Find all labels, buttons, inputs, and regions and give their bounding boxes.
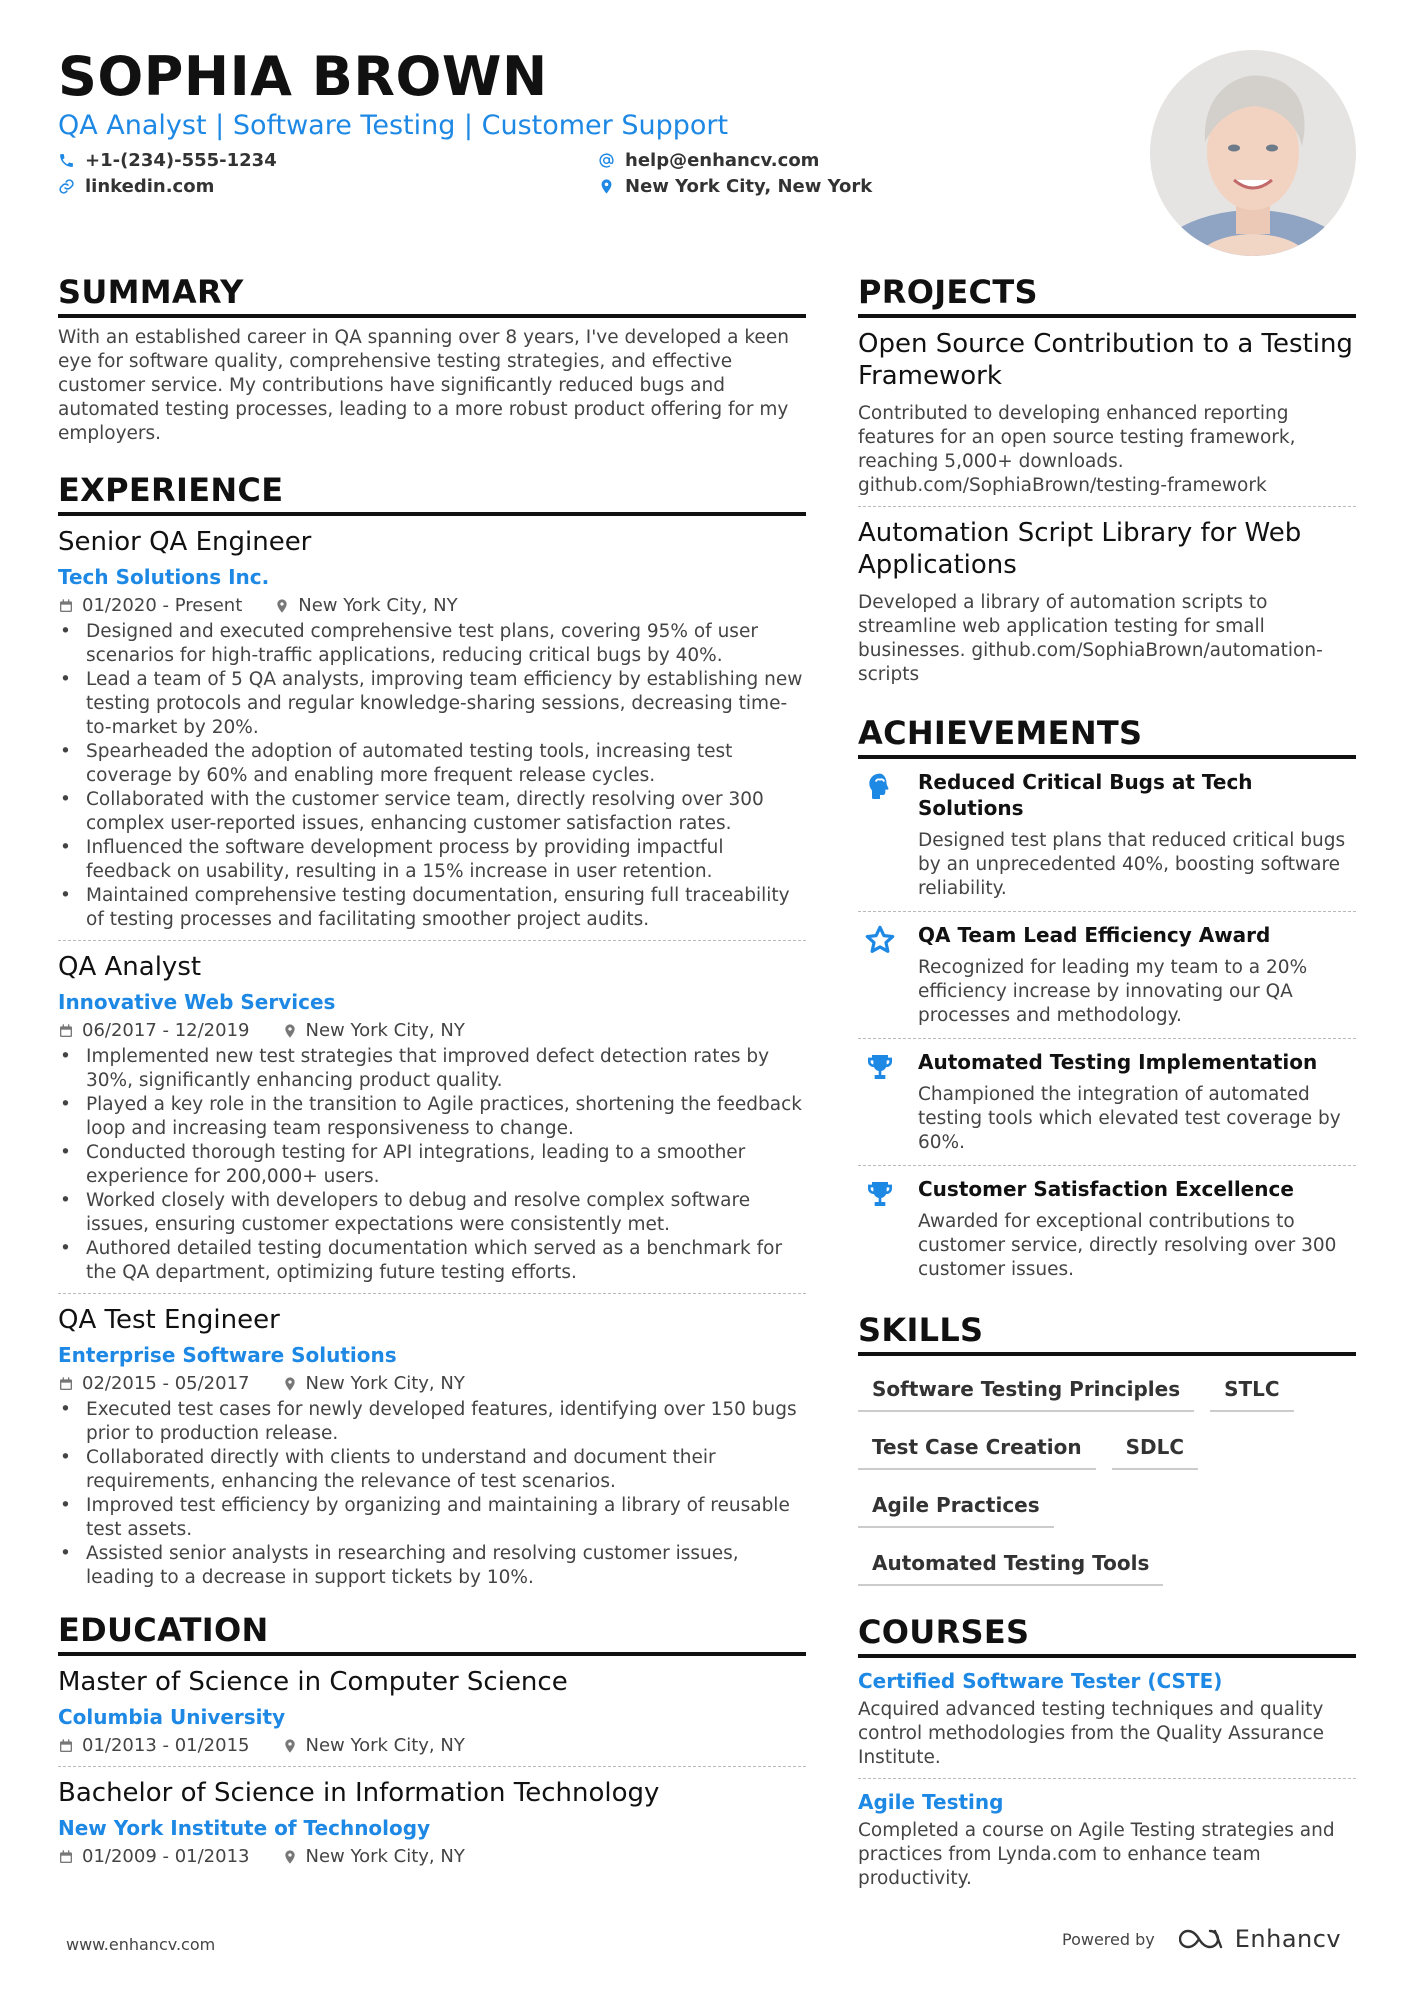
achievement-item (858, 1039, 1356, 1161)
divider (58, 1766, 806, 1767)
right-column (858, 272, 1356, 1891)
phone-text: +1-(234)-555-1234 (85, 149, 277, 171)
job-location-wrap (282, 1019, 465, 1043)
project-description: Contributed to developing enhanced reporting features for an open source testing framework, reaching 5,000+ downloads. github.com/SophiaBrown/testing-framework (858, 403, 1296, 496)
education-entry (58, 1777, 806, 1869)
job-dates: 06/2017 - 12/2019 (82, 1020, 250, 1041)
job-company: Tech Solutions Inc. (58, 565, 270, 589)
courses-heading: COURSES (858, 1612, 1356, 1658)
job-meta (58, 1019, 806, 1043)
education-entry (58, 1666, 806, 1767)
star-icon (858, 922, 902, 1028)
bullet-item: • Designed and executed comprehensive test plans, covering 95% of user scenarios for high-traffic applications, reducing critical bugs by 40%. (58, 620, 806, 668)
experience-section (58, 470, 806, 1590)
at-icon (598, 152, 615, 169)
bullet-item: • Worked closely with developers to debug and resolve complex software issues, ensuring customer expectations were consistently met. (58, 1189, 806, 1237)
bullet-item: • Authored detailed testing documentation which served as a benchmark for the QA department, optimizing future testing efforts. (58, 1237, 806, 1285)
job-company: Enterprise Software Solutions (58, 1343, 397, 1367)
education-location: New York City, NY (305, 1846, 465, 1867)
job-location: New York City, NY (298, 595, 458, 616)
phone-icon (58, 152, 75, 169)
job-role: QA Test Engineer (58, 1305, 280, 1335)
bullet-item: • Lead a team of 5 QA analysts, improving team efficiency by establishing new testing protocols and regular knowledge-sharing sessions, decreasing time-to-market by 20%. (58, 668, 806, 740)
achievements-section (858, 713, 1356, 1288)
summary-text: With an established career in QA spanning over 8 years, I've developed a keen eye for software quality, comprehensive testing strategies, and effective customer service. My contributions have significantly reduced bugs and automated testing processes, leading to a more robust product offering for my employers. (58, 327, 789, 444)
course-description: Completed a course on Agile Testing strategies and practices from Lynda.com to enhance team productivity. (858, 1820, 1335, 1889)
contact-location (598, 175, 998, 197)
bullet-item: • Influenced the software development process by providing impactful feedback on usability, resulting in a 15% increase in user retention. (58, 836, 806, 884)
education-location-wrap (282, 1845, 465, 1869)
skill-tag: SDLC (1112, 1426, 1198, 1470)
achievement-title: Automated Testing Implementation (918, 1050, 1318, 1074)
achievements-heading: ACHIEVEMENTS (858, 713, 1356, 759)
skill-tag: Test Case Creation (858, 1426, 1096, 1470)
degree-title: Master of Science in Computer Science (58, 1667, 568, 1697)
contact-info (58, 149, 1058, 197)
experience-entry (58, 951, 806, 1294)
experience-entry (58, 1304, 806, 1590)
resume-header (58, 46, 1058, 197)
email-text[interactable]: help@enhancv.com (625, 149, 820, 171)
project-entry (858, 328, 1356, 507)
job-bullets (58, 1398, 806, 1590)
skill-tag: Agile Practices (858, 1484, 1054, 1528)
candidate-tagline: QA Analyst | Software Testing | Customer Support (58, 110, 729, 141)
bullet-item: • Collaborated with the customer service team, directly resolving over 300 complex user-reported issues, enhancing customer satisfaction rates. (58, 788, 806, 836)
education-dates: 01/2009 - 01/2013 (82, 1846, 250, 1867)
education-dates: 01/2013 - 01/2015 (82, 1735, 250, 1756)
course-title: Certified Software Tester (CSTE) (858, 1669, 1223, 1693)
education-heading: EDUCATION (58, 1610, 806, 1656)
bullet-item: • Assisted senior analysts in researching and resolving customer issues, leading to a decrease in support tickets by 10%. (58, 1542, 806, 1590)
degree-title: Bachelor of Science in Information Technology (58, 1778, 660, 1808)
project-title: Open Source Contribution to a Testing Framework (858, 329, 1353, 391)
project-description: Developed a library of automation scripts to streamline web application testing for small businesses. github.com/SophiaBrown/automation-scripts (858, 592, 1323, 685)
course-entry (858, 1789, 1356, 1891)
skills-section (858, 1310, 1356, 1586)
achievement-title: Reduced Critical Bugs at Tech Solutions (918, 770, 1253, 820)
profile-photo (1150, 50, 1356, 256)
calendar-icon (58, 1738, 74, 1754)
linkedin-text[interactable]: linkedin.com (85, 175, 215, 197)
job-location: New York City, NY (305, 1020, 465, 1041)
job-location-wrap (274, 594, 457, 618)
divider (858, 1778, 1356, 1779)
course-title: Agile Testing (858, 1790, 1004, 1814)
contact-linkedin[interactable] (58, 175, 598, 197)
powered-by-label: Powered by (1062, 1929, 1155, 1949)
job-location-wrap (282, 1372, 465, 1396)
job-dates: 01/2020 - Present (82, 595, 243, 616)
bullet-item: • Implemented new test strategies that improved defect detection rates by 30%, significantly enhancing product quality. (58, 1045, 806, 1093)
achievement-item (858, 759, 1356, 907)
link-icon (58, 178, 75, 195)
skills-list (858, 1368, 1356, 1586)
left-column (58, 272, 806, 1869)
skills-heading: SKILLS (858, 1310, 1356, 1356)
contact-phone (58, 149, 598, 171)
education-location: New York City, NY (305, 1735, 465, 1756)
achievement-description: Championed the integration of automated testing tools which elevated test coverage by 60%. (918, 1084, 1341, 1153)
job-dates: 02/2015 - 05/2017 (82, 1373, 250, 1394)
job-company: Innovative Web Services (58, 990, 336, 1014)
brand-name: Enhancv (1234, 1925, 1342, 1953)
trophy-icon (858, 1049, 902, 1155)
school-name: New York Institute of Technology (58, 1816, 431, 1840)
divider (858, 506, 1356, 507)
divider (58, 940, 806, 941)
achievement-description: Awarded for exceptional contributions to customer service, directly resolving over 300 customer issues. (918, 1211, 1337, 1280)
education-meta (58, 1734, 806, 1758)
bullet-item: • Spearheaded the adoption of automated testing tools, increasing test coverage by 60% and enabling more frequent release cycles. (58, 740, 806, 788)
course-description: Acquired advanced testing techniques and quality control methodologies from the Quality Assurance Institute. (858, 1699, 1325, 1768)
achievement-item (858, 1166, 1356, 1288)
bullet-item: • Played a key role in the transition to Agile practices, shortening the feedback loop and increasing team responsiveness to change. (58, 1093, 806, 1141)
courses-section (858, 1612, 1356, 1891)
calendar-icon (58, 598, 74, 614)
achievement-title: QA Team Lead Efficiency Award (918, 923, 1271, 947)
job-meta (58, 594, 806, 618)
candidate-name: SOPHIA BROWN (58, 45, 548, 108)
location-pin-icon (282, 1849, 298, 1865)
footer-branding (1062, 1925, 1341, 1953)
location-pin-icon (282, 1376, 298, 1392)
calendar-icon (58, 1849, 74, 1865)
location-pin-icon (598, 178, 615, 195)
job-location: New York City, NY (305, 1373, 465, 1394)
course-entry (858, 1668, 1356, 1779)
achievement-title: Customer Satisfaction Excellence (918, 1177, 1294, 1201)
trophy-icon (858, 1176, 902, 1282)
bullet-item: • Maintained comprehensive testing documentation, ensuring full traceability of testing processes and facilitating smoother project audits. (58, 884, 806, 932)
project-title: Automation Script Library for Web Applications (858, 518, 1302, 580)
job-role: Senior QA Engineer (58, 527, 312, 557)
experience-heading: EXPERIENCE (58, 470, 806, 516)
job-bullets (58, 1045, 806, 1285)
achievement-description: Recognized for leading my team to a 20% efficiency increase by innovating our QA processes and methodology. (918, 957, 1308, 1026)
project-entry (858, 517, 1356, 687)
bullet-item: • Conducted thorough testing for API integrations, leading to a smoother experience for 200,000+ users. (58, 1141, 806, 1189)
summary-heading: SUMMARY (58, 272, 806, 318)
achievement-description: Designed test plans that reduced critical bugs by an unprecedented 40%, boosting software reliability. (918, 830, 1346, 899)
experience-entry (58, 526, 806, 941)
brand-logo[interactable] (1179, 1925, 1341, 1953)
projects-section (858, 272, 1356, 687)
calendar-icon (58, 1023, 74, 1039)
enhancv-logo-icon (1179, 1927, 1225, 1951)
bullet-item: • Improved test efficiency by organizing and maintaining a library of reusable test assets. (58, 1494, 806, 1542)
contact-email[interactable] (598, 149, 998, 171)
bullet-item: • Executed test cases for newly developed features, identifying over 150 bugs prior to production release. (58, 1398, 806, 1446)
bullet-item: • Collaborated directly with clients to understand and document their requirements, enhancing the relevance of test scenarios. (58, 1446, 806, 1494)
projects-heading: PROJECTS (858, 272, 1356, 318)
location-text: New York City, New York (625, 175, 873, 197)
education-section (58, 1610, 806, 1869)
skill-tag: Automated Testing Tools (858, 1542, 1163, 1586)
skill-tag: STLC (1210, 1368, 1293, 1412)
skill-tag: Software Testing Principles (858, 1368, 1194, 1412)
job-bullets (58, 620, 806, 932)
school-name: Columbia University (58, 1705, 286, 1729)
calendar-icon (58, 1376, 74, 1392)
summary-section (58, 272, 806, 446)
education-meta (58, 1845, 806, 1869)
brain-icon (858, 769, 902, 901)
job-meta (58, 1372, 806, 1396)
education-location-wrap (282, 1734, 465, 1758)
location-pin-icon (274, 598, 290, 614)
achievement-item (858, 912, 1356, 1034)
location-pin-icon (282, 1023, 298, 1039)
location-pin-icon (282, 1738, 298, 1754)
divider (58, 1293, 806, 1294)
job-role: QA Analyst (58, 952, 202, 982)
footer-website[interactable]: www.enhancv.com (66, 1935, 216, 1954)
